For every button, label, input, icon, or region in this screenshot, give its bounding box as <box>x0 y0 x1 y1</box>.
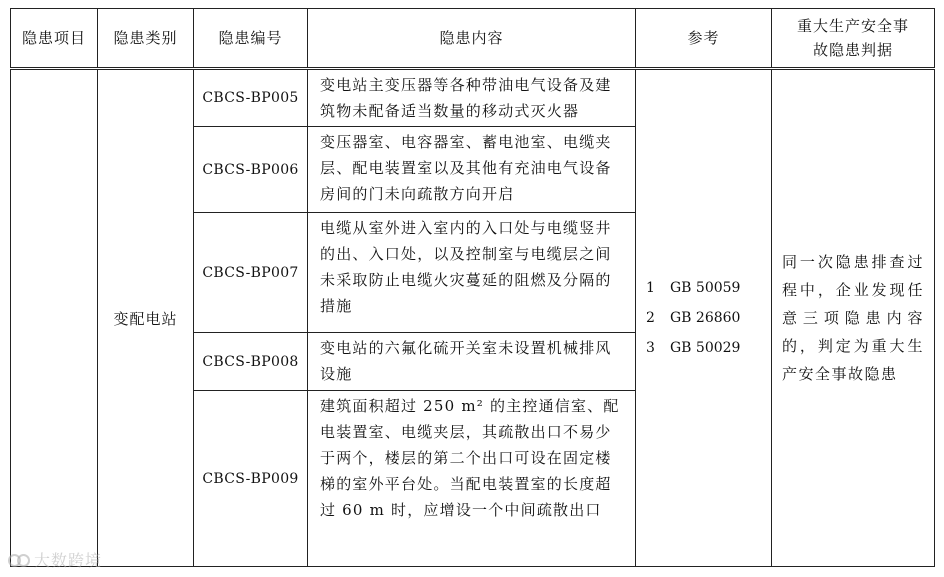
category-cell: 变配电站 <box>98 69 194 567</box>
reference-line: 2 GB 26860 <box>646 310 741 326</box>
watermark-logo-icon <box>8 552 30 568</box>
content-cell: 电缆从室外进入室内的入口处与电缆竖井的出、入口处，以及控制室与电缆层之间未采取防止电缆火灾蔓延的阻燃及分隔的措施 <box>308 213 636 333</box>
judgement-text: 同一次隐患排查过程中，企业发现任意三项隐患内容的，判定为重大生产安全事故隐患 <box>782 253 924 383</box>
header-reference: 参考 <box>636 9 772 69</box>
code-cell: CBCS-BP009 <box>194 391 308 567</box>
reference-line: 1 GB 50059 <box>646 280 741 296</box>
code-cell: CBCS-BP007 <box>194 213 308 333</box>
watermark <box>8 548 102 571</box>
header-item: 隐患项目 <box>11 9 98 69</box>
header-row <box>11 9 935 69</box>
header-category: 隐患类别 <box>98 9 194 69</box>
item-cell <box>11 69 98 567</box>
header-judgement-text: 重大生产安全事故隐患判据 <box>796 17 909 59</box>
code-cell: CBCS-BP005 <box>194 69 308 127</box>
table-row <box>11 69 935 127</box>
header-content: 隐患内容 <box>308 9 636 69</box>
code-cell: CBCS-BP006 <box>194 127 308 213</box>
content-cell: 变电站的六氟化硫开关室未设置机械排风设施 <box>308 333 636 391</box>
content-cell: 建筑面积超过 250 m² 的主控通信室、配电装置室、电缆夹层，其疏散出口不易少于两个，楼层的第二个出口可设在固定楼梯的室外平台处。当配电装置室的长度超过 60 m 时，应增设一个中间疏散出口 <box>308 391 636 567</box>
content-cell: 变电站主变压器等各种带油电气设备及建筑物未配备适当数量的移动式灭火器 <box>308 69 636 127</box>
reference-cell <box>636 69 772 567</box>
header-code: 隐患编号 <box>194 9 308 69</box>
watermark-text: 大数跨境 <box>34 551 103 570</box>
code-cell: CBCS-BP008 <box>194 333 308 391</box>
judgement-cell <box>772 69 935 567</box>
reference-line: 3 GB 50029 <box>646 340 741 356</box>
hazard-table <box>10 8 935 567</box>
header-judgement <box>772 9 935 69</box>
content-cell: 变压器室、电容器室、蓄电池室、电缆夹层、配电装置室以及其他有充油电气设备房间的门未向疏散方向开启 <box>308 127 636 213</box>
